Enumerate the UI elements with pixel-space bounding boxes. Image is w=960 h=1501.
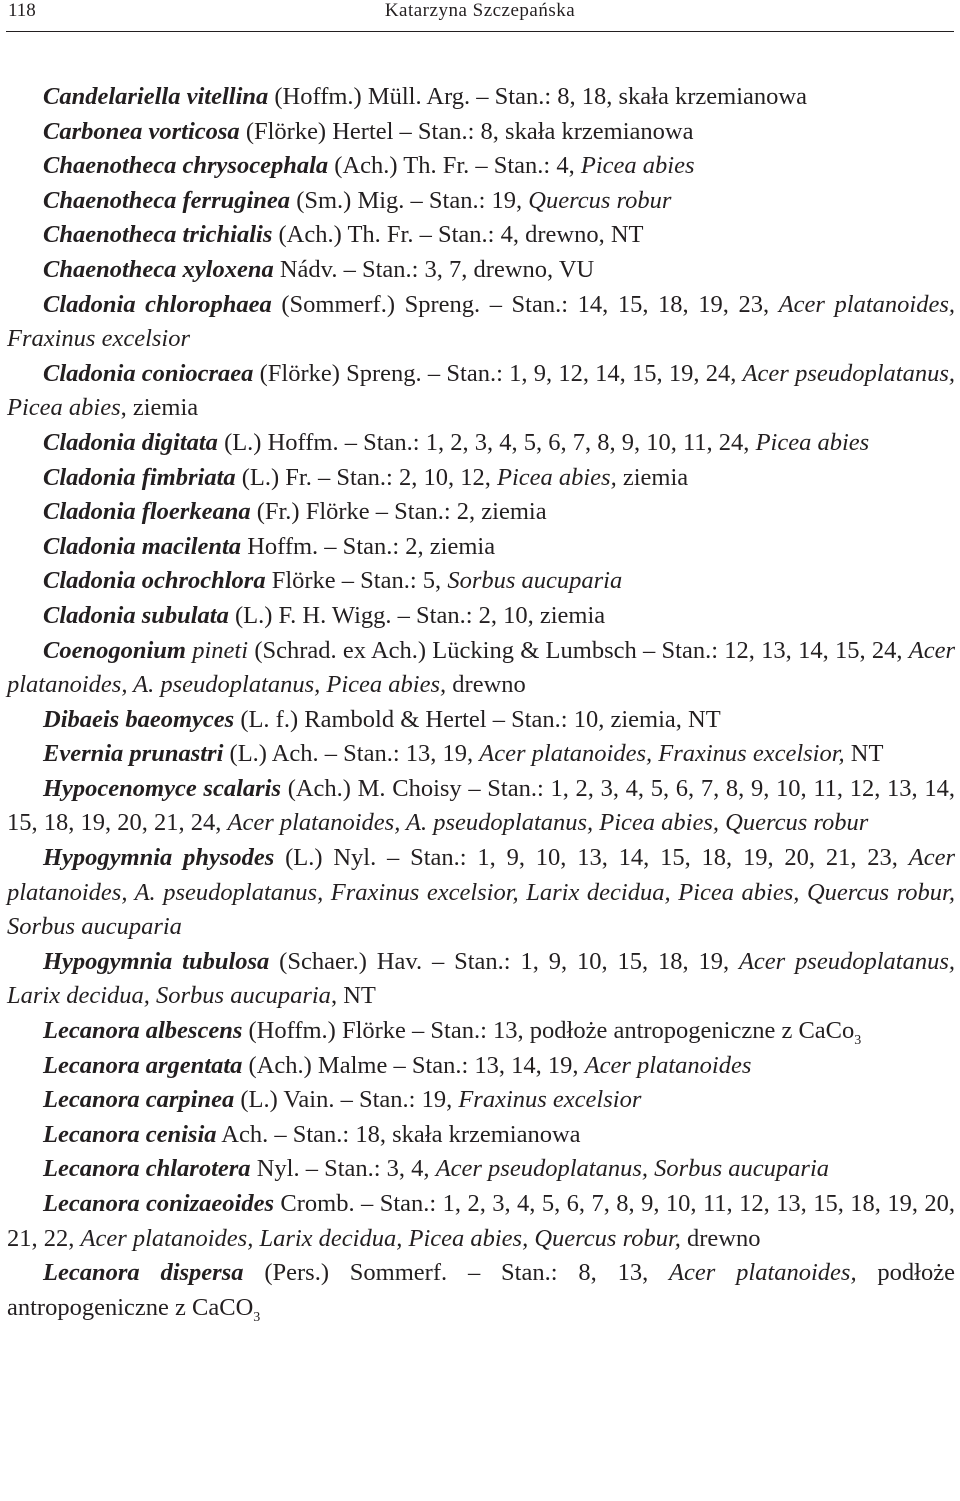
species-entry [7, 115, 955, 150]
species-entry [7, 1256, 955, 1325]
species-name: Cladonia coniocraea [43, 359, 254, 387]
entry-text: (L. f.) Rambold & Hertel – Stan.: 10, ziemia, NT [234, 705, 721, 733]
species-name: Cladonia fimbriata [43, 463, 236, 491]
substrate-taxa: Quercus robur [528, 186, 672, 214]
substrate-taxa: Acer platanoides, A. pseudoplatanus, Fraxinus excelsior, Larix decidua, Picea abies, Quercus robur, Sorbus aucuparia [7, 844, 955, 941]
substrate-taxa: Acer pseudoplatanus, Sorbus aucuparia [435, 1155, 830, 1183]
species-name: Lecanora dispersa [43, 1259, 244, 1287]
substrate-taxa: Fraxinus excelsior [458, 1086, 642, 1114]
species-name: Chaenotheca ferruginea [43, 186, 291, 214]
species-name: Coenogonium [43, 636, 186, 664]
species-name: Cladonia floerkeana [43, 498, 251, 526]
entry-text: , ziemia [120, 394, 199, 422]
entry-text: (Ach.) Malme – Stan.: 13, 14, 19, [242, 1051, 585, 1079]
species-entry [7, 1049, 955, 1084]
species-name: Carbonea vorticosa [43, 117, 240, 145]
substrate-taxa: Acer pseudoplatanus, Picea abies [7, 359, 956, 422]
species-entry [7, 1083, 955, 1118]
species-name: Lecanora chlarotera [43, 1155, 251, 1183]
entry-text: Ach. – Stan.: 18, skała krzemianowa [216, 1120, 581, 1148]
species-entry [7, 564, 955, 599]
species-name: Lecanora conizaeoides [43, 1190, 274, 1217]
species-entry [7, 599, 955, 634]
species-entry [7, 80, 955, 115]
species-name: Chaenotheca chrysocephala [43, 152, 329, 180]
entry-text: (Fr.) Flörke – Stan.: 2, ziemia [250, 498, 547, 526]
species-entry [7, 1118, 955, 1153]
page-header [0, 0, 960, 36]
species-name: Lecanora cenisia [43, 1120, 217, 1148]
species-entry [7, 1152, 955, 1187]
species-name: Cladonia digitata [43, 428, 218, 456]
entry-text: (Sm.) Mig. – Stan.: 19, [290, 186, 529, 214]
species-entry [7, 495, 955, 530]
subscript: 3 [253, 1309, 261, 1325]
entry-text: (Hoffm.) Müll. Arg. – Stan.: 8, 18, skała krzemianowa [268, 83, 807, 110]
species-entry [7, 426, 955, 461]
entry-text: (L.) Nyl. – Stan.: 1, 9, 10, 13, 14, 15, 18, 19, 20, 21, 23, [274, 844, 909, 872]
entry-text: (Schaer.) Hav. – Stan.: 1, 9, 10, 15, 18, 19, [269, 947, 739, 975]
substrate-taxa: Acer platanoides, A. pseudoplatanus, Picea abies, Quercus robur [227, 809, 869, 837]
species-name: Evernia prunastri [43, 740, 224, 768]
species-entry [7, 149, 955, 184]
entry-text: , NT [330, 982, 376, 1010]
species-name: Lecanora argentata [43, 1051, 243, 1079]
entry-text: Flörke – Stan.: 5, [265, 567, 448, 595]
species-entry [7, 945, 955, 1014]
species-name: Chaenotheca trichialis [43, 221, 273, 249]
substrate-taxa: pineti [192, 636, 249, 664]
entry-text: (Pers.) Sommerf. – Stan.: 8, 13, [243, 1259, 670, 1287]
entry-text: (L.) Ach. – Stan.: 13, 19, [223, 740, 480, 768]
species-entry [7, 1014, 955, 1049]
species-entry [7, 841, 955, 945]
species-name: Cladonia ochrochlora [43, 567, 266, 595]
substrate-taxa: Acer platanoides, [669, 1259, 857, 1287]
substrate-taxa: Acer pseudoplatanus, Larix decidua, Sorbus aucuparia [7, 947, 955, 1010]
entry-text: (Sommerf.) Spreng. – Stan.: 14, 15, 18, 19, 23, [271, 290, 779, 318]
entry-text: Cromb. – Stan.: 1, 2, 3, 4, 5, 6, 7, 8, 9, 10, 11, 12, 13, 15, 18, 19, 20, 21, 22, [7, 1190, 956, 1252]
substrate-taxa: Picea abies [580, 152, 695, 180]
species-name: Candelariella vitellina [43, 83, 269, 110]
substrate-taxa: Picea abies [755, 428, 870, 456]
entry-text: (L.) Hoffm. – Stan.: 1, 2, 3, 4, 5, 6, 7, 8, 9, 10, 11, 24, [217, 428, 756, 456]
entry-text: Hoffm. – Stan.: 2, ziemia [241, 532, 496, 560]
species-entry [7, 634, 955, 703]
species-name: Cladonia macilenta [43, 532, 242, 560]
entry-text: (Flörke) Spreng. – Stan.: 1, 9, 12, 14, 15, 19, 24, [253, 359, 743, 387]
entry-text: (Ach.) Th. Fr. – Stan.: 4, [328, 152, 581, 180]
substrate-taxa: Acer platanoides, Fraxinus excelsior, [479, 740, 845, 768]
species-entry [7, 357, 955, 426]
entry-text: (L.) Fr. – Stan.: 2, 10, 12, [235, 463, 497, 491]
substrate-taxa: Acer platanoides, Larix decidua, Picea abies, Quercus robur, [80, 1224, 681, 1252]
species-entry [7, 253, 955, 288]
species-name: Hypogymnia tubulosa [43, 947, 270, 975]
entry-text: Nyl. – Stan.: 3, 4, [250, 1155, 436, 1183]
species-name: Hypocenomyce scalaris [43, 774, 282, 802]
entry-text: (Ach.) M. Choisy – Stan.: 1, 2, 3, 4, 5, 6, 7, 8, 9, 10, 11, 12, 13, 14, 15, 18, 19, 20, 21, 24, [7, 774, 955, 837]
species-entry [7, 218, 955, 253]
running-title: Katarzyna Szczepańska [384, 0, 576, 21]
subscript: 3 [854, 1033, 862, 1049]
species-name: Chaenotheca xyloxena [43, 255, 274, 283]
entry-text: drewno [446, 671, 526, 699]
entry-text: podłoże antropogeniczne z CaCO [7, 1259, 955, 1321]
page-number: 118 [8, 0, 36, 21]
species-name: Cladonia subulata [43, 601, 229, 629]
entry-text: (L.) F. H. Wigg. – Stan.: 2, 10, ziemia [228, 601, 606, 629]
substrate-taxa: Acer platanoides, A. pseudoplatanus, Picea abies, [7, 636, 955, 699]
species-entry [7, 184, 955, 219]
species-entry [7, 737, 955, 772]
species-entry [7, 1187, 955, 1256]
species-entry [7, 530, 955, 565]
species-entry [7, 703, 955, 738]
species-name: Cladonia chlorophaea [43, 290, 272, 318]
header-rule [6, 31, 954, 32]
species-name: Hypogymnia physodes [43, 844, 275, 872]
species-entry [7, 772, 955, 841]
entry-text: (Schrad. ex Ach.) Lücking & Lumbsch – Stan.: 12, 13, 14, 15, 24, [248, 636, 909, 664]
entry-text: Nádv. – Stan.: 3, 7, drewno, VU [273, 255, 595, 283]
species-entry [7, 288, 955, 357]
species-entry [7, 461, 955, 496]
substrate-taxa: Picea abies, [496, 463, 617, 491]
species-name: Dibaeis baeomyces [43, 705, 235, 733]
species-name: Lecanora albescens [43, 1017, 243, 1045]
entry-text: ziemia [616, 463, 689, 491]
entry-text: (Hoffm.) Flörke – Stan.: 13, podłoże antropogeniczne z CaCo [242, 1017, 855, 1045]
substrate-taxa: Sorbus aucuparia [447, 567, 623, 595]
species-name: Lecanora carpinea [43, 1086, 235, 1114]
entry-text: (Ach.) Th. Fr. – Stan.: 4, drewno, NT [272, 221, 644, 249]
entry-text: drewno [680, 1224, 761, 1252]
entry-text: (Flörke) Hertel – Stan.: 8, skała krzemianowa [239, 117, 694, 145]
entry-text: NT [844, 740, 884, 768]
substrate-taxa: Acer platanoides [584, 1051, 752, 1079]
entry-text: (L.) Vain. – Stan.: 19, [234, 1086, 459, 1114]
species-list [7, 80, 955, 1325]
substrate-taxa: Acer platanoides, Fraxinus excelsior [7, 290, 955, 353]
